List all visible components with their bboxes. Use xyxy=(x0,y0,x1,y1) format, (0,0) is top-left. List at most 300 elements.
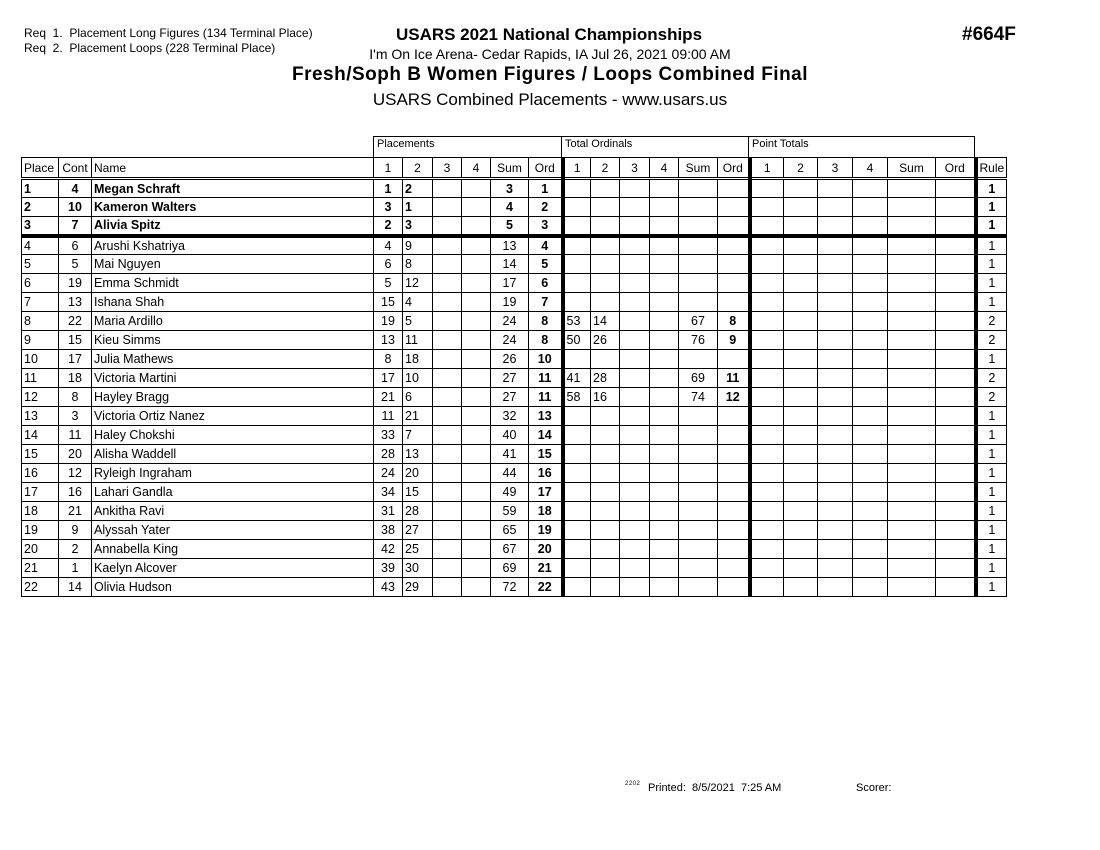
cell-pt2 xyxy=(784,236,818,255)
cell-pt4 xyxy=(853,388,888,407)
cell-t3 xyxy=(620,540,650,559)
cell-tsum xyxy=(679,445,718,464)
cell-ptord xyxy=(936,521,976,540)
col-placement-3: 3 xyxy=(433,158,462,179)
cell-tsum: 76 xyxy=(679,331,718,350)
cell-p3 xyxy=(433,464,462,483)
cell-ptord xyxy=(936,559,976,578)
cell-p1: 24 xyxy=(374,464,403,483)
table-row xyxy=(22,293,1007,312)
cell-ptsum xyxy=(888,369,936,388)
cell-psum: 44 xyxy=(491,464,529,483)
cell-t2: 28 xyxy=(591,369,620,388)
cell-p1: 5 xyxy=(374,274,403,293)
cell-rule: 2 xyxy=(976,369,1007,388)
cell-psum: 17 xyxy=(491,274,529,293)
cell-pt1 xyxy=(750,407,784,426)
cell-psum: 67 xyxy=(491,540,529,559)
cell-pt4 xyxy=(853,331,888,350)
cell-pt1 xyxy=(750,179,784,198)
cell-name: Kieu Simms xyxy=(92,331,374,350)
cell-ptord xyxy=(936,426,976,445)
cell-pord: 5 xyxy=(529,255,563,274)
cell-pt4 xyxy=(853,445,888,464)
cell-t2: 16 xyxy=(591,388,620,407)
cell-t3 xyxy=(620,559,650,578)
cell-pt3 xyxy=(818,502,853,521)
cell-pt2 xyxy=(784,559,818,578)
cell-ptord xyxy=(936,236,976,255)
cell-psum: 72 xyxy=(491,578,529,597)
cell-p1: 17 xyxy=(374,369,403,388)
col-ordinal-4: 4 xyxy=(650,158,679,179)
cell-pt1 xyxy=(750,445,784,464)
cell-rule: 1 xyxy=(976,578,1007,597)
cell-place: 15 xyxy=(22,445,59,464)
cell-pt1 xyxy=(750,540,784,559)
cell-p2: 1 xyxy=(403,198,433,217)
cell-pord: 21 xyxy=(529,559,563,578)
cell-pt3 xyxy=(818,540,853,559)
cell-p3 xyxy=(433,540,462,559)
cell-tord xyxy=(718,559,750,578)
cell-pt3 xyxy=(818,445,853,464)
cell-tord xyxy=(718,350,750,369)
cell-ptsum xyxy=(888,540,936,559)
cell-pt3 xyxy=(818,369,853,388)
cell-psum: 40 xyxy=(491,426,529,445)
cell-t1 xyxy=(563,236,591,255)
cell-cont: 6 xyxy=(59,236,92,255)
cell-p4 xyxy=(462,578,491,597)
cell-place: 20 xyxy=(22,540,59,559)
cell-p2: 15 xyxy=(403,483,433,502)
cell-name: Julia Mathews xyxy=(92,350,374,369)
cell-pt2 xyxy=(784,274,818,293)
cell-p4 xyxy=(462,426,491,445)
cell-pord: 18 xyxy=(529,502,563,521)
cell-pt2 xyxy=(784,369,818,388)
results-table xyxy=(21,157,1007,597)
cell-tord xyxy=(718,426,750,445)
cell-rule: 1 xyxy=(976,521,1007,540)
cell-pt2 xyxy=(784,483,818,502)
cell-name: Lahari Gandla xyxy=(92,483,374,502)
col-rule: Rule xyxy=(976,158,1007,179)
cell-cont: 7 xyxy=(59,217,92,236)
cell-p3 xyxy=(433,559,462,578)
cell-place: 11 xyxy=(22,369,59,388)
group-total-ordinals: Total Ordinals xyxy=(561,136,749,157)
column-header-row xyxy=(22,158,1007,179)
cell-t4 xyxy=(650,388,679,407)
cell-pt1 xyxy=(750,559,784,578)
cell-psum: 65 xyxy=(491,521,529,540)
cell-place: 18 xyxy=(22,502,59,521)
cell-p2: 2 xyxy=(403,179,433,198)
cell-ptsum xyxy=(888,179,936,198)
cell-t3 xyxy=(620,502,650,521)
cell-place: 13 xyxy=(22,407,59,426)
cell-name: Maria Ardillo xyxy=(92,312,374,331)
cell-p1: 1 xyxy=(374,179,403,198)
cell-tord xyxy=(718,217,750,236)
col-ordinal-3: 3 xyxy=(620,158,650,179)
cell-p3 xyxy=(433,331,462,350)
cell-rule: 1 xyxy=(976,293,1007,312)
table-row xyxy=(22,388,1007,407)
cell-ptsum xyxy=(888,293,936,312)
cell-p4 xyxy=(462,521,491,540)
table-row xyxy=(22,540,1007,559)
cell-ptsum xyxy=(888,445,936,464)
cell-t2 xyxy=(591,464,620,483)
cell-t4 xyxy=(650,274,679,293)
cell-p2: 7 xyxy=(403,426,433,445)
cell-t1: 41 xyxy=(563,369,591,388)
cell-pt3 xyxy=(818,559,853,578)
cell-tord xyxy=(718,483,750,502)
cell-rule: 1 xyxy=(976,502,1007,521)
cell-ptsum xyxy=(888,483,936,502)
cell-p4 xyxy=(462,445,491,464)
cell-t1 xyxy=(563,483,591,502)
cell-pt4 xyxy=(853,426,888,445)
cell-pt1 xyxy=(750,502,784,521)
cell-rule: 1 xyxy=(976,559,1007,578)
cell-p3 xyxy=(433,350,462,369)
cell-pt3 xyxy=(818,578,853,597)
cell-pt4 xyxy=(853,407,888,426)
cell-place: 4 xyxy=(22,236,59,255)
cell-pt2 xyxy=(784,445,818,464)
cell-p1: 42 xyxy=(374,540,403,559)
cell-ptsum xyxy=(888,388,936,407)
cell-t4 xyxy=(650,502,679,521)
cell-tord xyxy=(718,464,750,483)
group-point-totals: Point Totals xyxy=(748,136,975,157)
cell-name: Alivia Spitz xyxy=(92,217,374,236)
cell-p1: 33 xyxy=(374,426,403,445)
cell-rule: 1 xyxy=(976,179,1007,198)
cell-t1 xyxy=(563,293,591,312)
cell-p4 xyxy=(462,464,491,483)
printed-timestamp: Printed: 8/5/2021 7:25 AM xyxy=(648,782,782,794)
cell-name: Ankitha Ravi xyxy=(92,502,374,521)
cell-p1: 3 xyxy=(374,198,403,217)
cell-t4 xyxy=(650,407,679,426)
cell-p2: 4 xyxy=(403,293,433,312)
cell-pord: 11 xyxy=(529,388,563,407)
cell-p4 xyxy=(462,198,491,217)
cell-p3 xyxy=(433,255,462,274)
event-title: Fresh/Soph B Women Figures / Loops Combined Final xyxy=(291,64,809,85)
cell-t1 xyxy=(563,217,591,236)
cell-tsum xyxy=(679,521,718,540)
table-row xyxy=(22,274,1007,293)
cell-tsum: 74 xyxy=(679,388,718,407)
cell-t4 xyxy=(650,483,679,502)
cell-p1: 28 xyxy=(374,445,403,464)
table-row xyxy=(22,255,1007,274)
cell-ptord xyxy=(936,350,976,369)
cell-tsum xyxy=(679,274,718,293)
cell-tsum xyxy=(679,255,718,274)
cell-pt1 xyxy=(750,312,784,331)
cell-tsum xyxy=(679,540,718,559)
cell-pt1 xyxy=(750,236,784,255)
col-ordinal-sum: Sum xyxy=(679,158,718,179)
cell-pord: 1 xyxy=(529,179,563,198)
cell-ptsum xyxy=(888,502,936,521)
cell-p3 xyxy=(433,483,462,502)
cell-pt4 xyxy=(853,255,888,274)
cell-ptsum xyxy=(888,236,936,255)
cell-t3 xyxy=(620,426,650,445)
cell-cont: 10 xyxy=(59,198,92,217)
cell-t3 xyxy=(620,236,650,255)
cell-pt3 xyxy=(818,312,853,331)
cell-t2 xyxy=(591,483,620,502)
cell-ptsum xyxy=(888,350,936,369)
cell-psum: 59 xyxy=(491,502,529,521)
cell-p1: 21 xyxy=(374,388,403,407)
cell-pt4 xyxy=(853,350,888,369)
cell-rule: 1 xyxy=(976,540,1007,559)
cell-p2: 13 xyxy=(403,445,433,464)
cell-t4 xyxy=(650,179,679,198)
cell-cont: 8 xyxy=(59,388,92,407)
cell-psum: 26 xyxy=(491,350,529,369)
cell-pt3 xyxy=(818,217,853,236)
cell-pt4 xyxy=(853,559,888,578)
cell-rule: 1 xyxy=(976,445,1007,464)
cell-pt4 xyxy=(853,540,888,559)
cell-pt3 xyxy=(818,331,853,350)
cell-t1 xyxy=(563,578,591,597)
cell-pord: 13 xyxy=(529,407,563,426)
cell-p3 xyxy=(433,369,462,388)
cell-pt4 xyxy=(853,198,888,217)
cell-p2: 29 xyxy=(403,578,433,597)
cell-p1: 6 xyxy=(374,255,403,274)
col-placement-4: 4 xyxy=(462,158,491,179)
cell-t2 xyxy=(591,350,620,369)
cell-pt4 xyxy=(853,312,888,331)
cell-psum: 41 xyxy=(491,445,529,464)
cell-t4 xyxy=(650,236,679,255)
cell-pt1 xyxy=(750,388,784,407)
cell-p4 xyxy=(462,388,491,407)
cell-p1: 13 xyxy=(374,331,403,350)
cell-pt4 xyxy=(853,217,888,236)
cell-place: 3 xyxy=(22,217,59,236)
report-code: 2202 xyxy=(625,781,641,787)
cell-t3 xyxy=(620,312,650,331)
cell-rule: 1 xyxy=(976,350,1007,369)
cell-pt1 xyxy=(750,464,784,483)
cell-p4 xyxy=(462,274,491,293)
cell-rule: 1 xyxy=(976,483,1007,502)
col-points-2: 2 xyxy=(784,158,818,179)
cell-pt3 xyxy=(818,407,853,426)
cell-name: Ishana Shah xyxy=(92,293,374,312)
cell-rule: 1 xyxy=(976,236,1007,255)
table-row xyxy=(22,350,1007,369)
cell-t3 xyxy=(620,331,650,350)
cell-pt3 xyxy=(818,483,853,502)
cell-cont: 17 xyxy=(59,350,92,369)
cell-psum: 69 xyxy=(491,559,529,578)
cell-pt3 xyxy=(818,521,853,540)
col-ordinal-ord: Ord xyxy=(718,158,750,179)
cell-psum: 19 xyxy=(491,293,529,312)
report-subtitle: USARS Combined Placements - www.usars.us xyxy=(372,90,728,109)
cell-pt1 xyxy=(750,483,784,502)
table-row xyxy=(22,369,1007,388)
cell-tsum xyxy=(679,236,718,255)
cell-pt4 xyxy=(853,578,888,597)
cell-t4 xyxy=(650,331,679,350)
requirement-2: Req 2. Placement Loops (228 Terminal Place) xyxy=(24,41,276,55)
cell-psum: 49 xyxy=(491,483,529,502)
cell-cont: 21 xyxy=(59,502,92,521)
cell-t2 xyxy=(591,274,620,293)
cell-t1 xyxy=(563,407,591,426)
table-row xyxy=(22,445,1007,464)
cell-pt1 xyxy=(750,255,784,274)
cell-pt2 xyxy=(784,540,818,559)
cell-pt2 xyxy=(784,217,818,236)
cell-tord xyxy=(718,540,750,559)
cell-ptsum xyxy=(888,255,936,274)
cell-pt4 xyxy=(853,179,888,198)
cell-pord: 19 xyxy=(529,521,563,540)
cell-tord xyxy=(718,179,750,198)
cell-place: 6 xyxy=(22,274,59,293)
table-row xyxy=(22,179,1007,198)
cell-rule: 2 xyxy=(976,331,1007,350)
cell-t3 xyxy=(620,217,650,236)
table-row xyxy=(22,236,1007,255)
cell-pt1 xyxy=(750,521,784,540)
cell-t2 xyxy=(591,578,620,597)
cell-name: Victoria Ortiz Nanez xyxy=(92,407,374,426)
cell-p2: 21 xyxy=(403,407,433,426)
cell-pt3 xyxy=(818,350,853,369)
cell-p3 xyxy=(433,198,462,217)
cell-t2 xyxy=(591,445,620,464)
cell-pt2 xyxy=(784,388,818,407)
cell-t1 xyxy=(563,179,591,198)
cell-t2: 14 xyxy=(591,312,620,331)
cell-tsum xyxy=(679,293,718,312)
competition-title: USARS 2021 National Championships xyxy=(395,25,703,44)
cell-name: Kameron Walters xyxy=(92,198,374,217)
cell-pt1 xyxy=(750,426,784,445)
cell-t3 xyxy=(620,407,650,426)
cell-pt2 xyxy=(784,198,818,217)
cell-pord: 7 xyxy=(529,293,563,312)
cell-t1 xyxy=(563,540,591,559)
cell-t4 xyxy=(650,464,679,483)
cell-ptsum xyxy=(888,464,936,483)
cell-t4 xyxy=(650,198,679,217)
cell-psum: 13 xyxy=(491,236,529,255)
cell-pord: 16 xyxy=(529,464,563,483)
cell-p1: 15 xyxy=(374,293,403,312)
cell-p4 xyxy=(462,369,491,388)
cell-t2 xyxy=(591,293,620,312)
cell-name: Ryleigh Ingraham xyxy=(92,464,374,483)
cell-cont: 1 xyxy=(59,559,92,578)
cell-rule: 2 xyxy=(976,388,1007,407)
cell-t1 xyxy=(563,445,591,464)
cell-tord: 11 xyxy=(718,369,750,388)
cell-t4 xyxy=(650,521,679,540)
cell-cont: 22 xyxy=(59,312,92,331)
cell-p3 xyxy=(433,179,462,198)
cell-p4 xyxy=(462,350,491,369)
cell-t1: 53 xyxy=(563,312,591,331)
table-row xyxy=(22,312,1007,331)
cell-pord: 3 xyxy=(529,217,563,236)
cell-t3 xyxy=(620,255,650,274)
cell-name: Hayley Bragg xyxy=(92,388,374,407)
cell-pord: 11 xyxy=(529,369,563,388)
cell-t3 xyxy=(620,445,650,464)
cell-p2: 9 xyxy=(403,236,433,255)
cell-ptsum xyxy=(888,407,936,426)
table-row xyxy=(22,483,1007,502)
cell-name: Megan Schraft xyxy=(92,179,374,198)
cell-p3 xyxy=(433,407,462,426)
cell-p3 xyxy=(433,426,462,445)
cell-rule: 1 xyxy=(976,198,1007,217)
cell-p1: 43 xyxy=(374,578,403,597)
cell-t1 xyxy=(563,350,591,369)
table-row xyxy=(22,331,1007,350)
cell-p4 xyxy=(462,179,491,198)
cell-tsum xyxy=(679,179,718,198)
cell-t1 xyxy=(563,255,591,274)
cell-pord: 2 xyxy=(529,198,563,217)
cell-pt2 xyxy=(784,502,818,521)
cell-t1 xyxy=(563,521,591,540)
cell-t1 xyxy=(563,198,591,217)
col-placement-2: 2 xyxy=(403,158,433,179)
cell-rule: 1 xyxy=(976,274,1007,293)
cell-tsum xyxy=(679,217,718,236)
cell-t2 xyxy=(591,502,620,521)
cell-pt4 xyxy=(853,236,888,255)
cell-t3 xyxy=(620,464,650,483)
cell-cont: 11 xyxy=(59,426,92,445)
cell-name: Arushi Kshatriya xyxy=(92,236,374,255)
cell-p4 xyxy=(462,255,491,274)
table-row xyxy=(22,198,1007,217)
cell-pord: 6 xyxy=(529,274,563,293)
table-row xyxy=(22,407,1007,426)
cell-pt4 xyxy=(853,369,888,388)
cell-p2: 20 xyxy=(403,464,433,483)
cell-t1 xyxy=(563,464,591,483)
cell-ptsum xyxy=(888,559,936,578)
cell-pt2 xyxy=(784,179,818,198)
cell-pord: 8 xyxy=(529,312,563,331)
cell-pt3 xyxy=(818,255,853,274)
cell-ptsum xyxy=(888,274,936,293)
